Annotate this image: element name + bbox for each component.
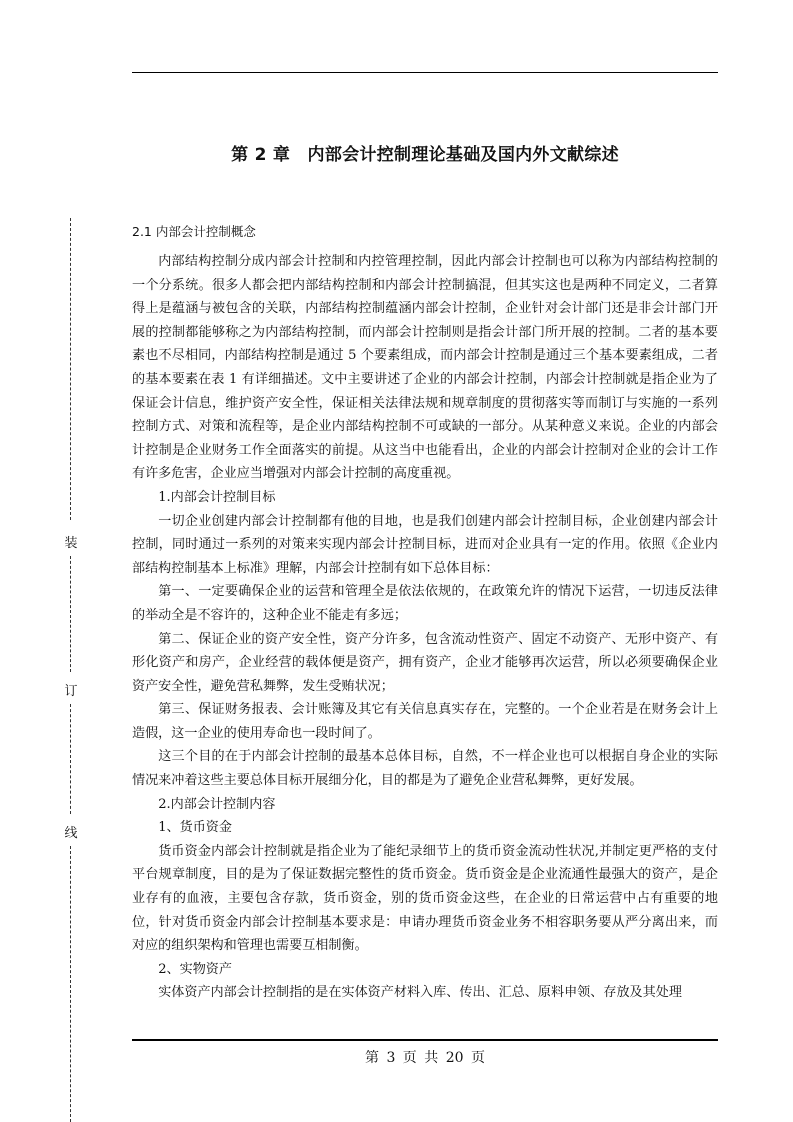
paragraph: 这三个目的在于内部会计控制的最基本总体目标，自然，不一样企业也可以根据自身企业的实际情况来冲着这些主要总体目标开展细分化，目的都是为了避免企业营私舞弊，更好发展。 (132, 749, 718, 789)
chapter-title: 第 2 章 内部会计控制理论基础及国内外文献综述 (231, 145, 619, 165)
header-rule (132, 72, 718, 73)
paragraph: 2.内部会计控制内容 (158, 796, 276, 812)
paragraph: 1.内部会计控制目标 (158, 489, 276, 505)
binding-dash-segment (70, 218, 71, 520)
paragraph: 1、货币资金 (158, 820, 232, 836)
paragraph: 内部结构控制分成内部会计控制和内控管理控制，因此内部会计控制也可以称为内部结构控制的一个分系统。很多人都会把内部结构控制和内部会计控制搞混，但其实这也是两种不同定义，二者算得上是蕴涵与被包含的关联，内部结构控制蕴涵内部会计控制，企业针对会计部门还是非会计部门开展的控制都能够称之为内部结构控制，而内部会计控制则是指会计部门所开展的控制。二者的基本要素也不尽相同，内部结构控制是通过 5 个要素组成，而内部会计控制是通过三个基本要素组成，二者的基本要素在表 1 有详细描述。文中主要讲述了企业的内部会计控制，内部会计控制就是指企业为了保证会计信息，维护资产安全性，保证相关法律法规和规章制度的贯彻落实等而制订与实施的一系列控制方式、对策和流程等，是企业内部结构控制不可或缺的一部分。从某种意义来说。企业的内部会计控制是企业财务工作全面落实的前提。从这当中也能看出，企业的内部会计控制对企业的会计工作有许多危害，企业应当增强对内部会计控制的高度重视。 (132, 254, 718, 482)
paragraph: 一切企业创建内部会计控制都有他的目地，也是我们创建内部会计控制目标，企业创建内部会计控制，同时通过一系列的对策来实现内部会计控制目标，进而对企业具有一定的作用。依照《企业内部结构控制基本上标准》理解，内部会计控制有如下总体目标： (132, 513, 718, 576)
paragraph: 2、实物资产 (158, 961, 232, 977)
paragraph: 第三、保证财务报表、会计账簿及其它有关信息真实存在，完整的。一个企业若是在财务会计上造假，这一企业的使用寿命也一段时间了。 (132, 702, 718, 741)
binding-mark-xian: 线 (64, 826, 78, 841)
section-heading: 2.1 内部会计控制概念 (132, 224, 256, 239)
footer-rule (132, 1039, 718, 1041)
paragraph: 第一、一定要确保企业的运营和管理全是依法依规的，在政策允许的情况下运营，一切违反法律的举动全是不容许的，这种企业不能走有多远； (132, 584, 718, 623)
paragraph: 实体资产内部会计控制指的是在实体资产材料入库、传出、汇总、原料申领、存放及其处理 (158, 985, 682, 1001)
binding-mark-zhuang: 装 (64, 536, 78, 551)
body-text (132, 250, 718, 1005)
binding-dash-segment (70, 556, 71, 672)
binding-dash-segment (70, 704, 71, 814)
page-footer: 第 3 页 共 20 页 (365, 1050, 485, 1066)
paragraph: 货币资金内部会计控制就是指企业为了能纪录细节上的货币资金流动性状况,并制定更严格的支付平台规章制度，目的是为了保证数据完整性的货币资金。货币资金是企业流通性最强大的资产，是企业存有的血液，主要包含存款，货币资金，别的货币资金这些，在企业的日常运营中占有重要的地位，针对货币资金内部会计控制基本要求是：申请办理货币资金业务不相容职务要从严分离出来，而对应的组织架构和管理也需要互相制衡。 (132, 843, 718, 954)
binding-dash-segment (70, 846, 71, 1122)
binding-mark-ding: 订 (64, 684, 78, 699)
paragraph: 第二、保证企业的资产安全性，资产分许多，包含流动性资产、固定不动资产、无形中资产、有形化资产和房产，企业经营的载体便是资产，拥有资产，企业才能够再次运营，所以必须要确保企业资产安全性，避免营私舞弊，发生受贿状况； (132, 631, 718, 694)
binding-line (66, 218, 76, 1122)
